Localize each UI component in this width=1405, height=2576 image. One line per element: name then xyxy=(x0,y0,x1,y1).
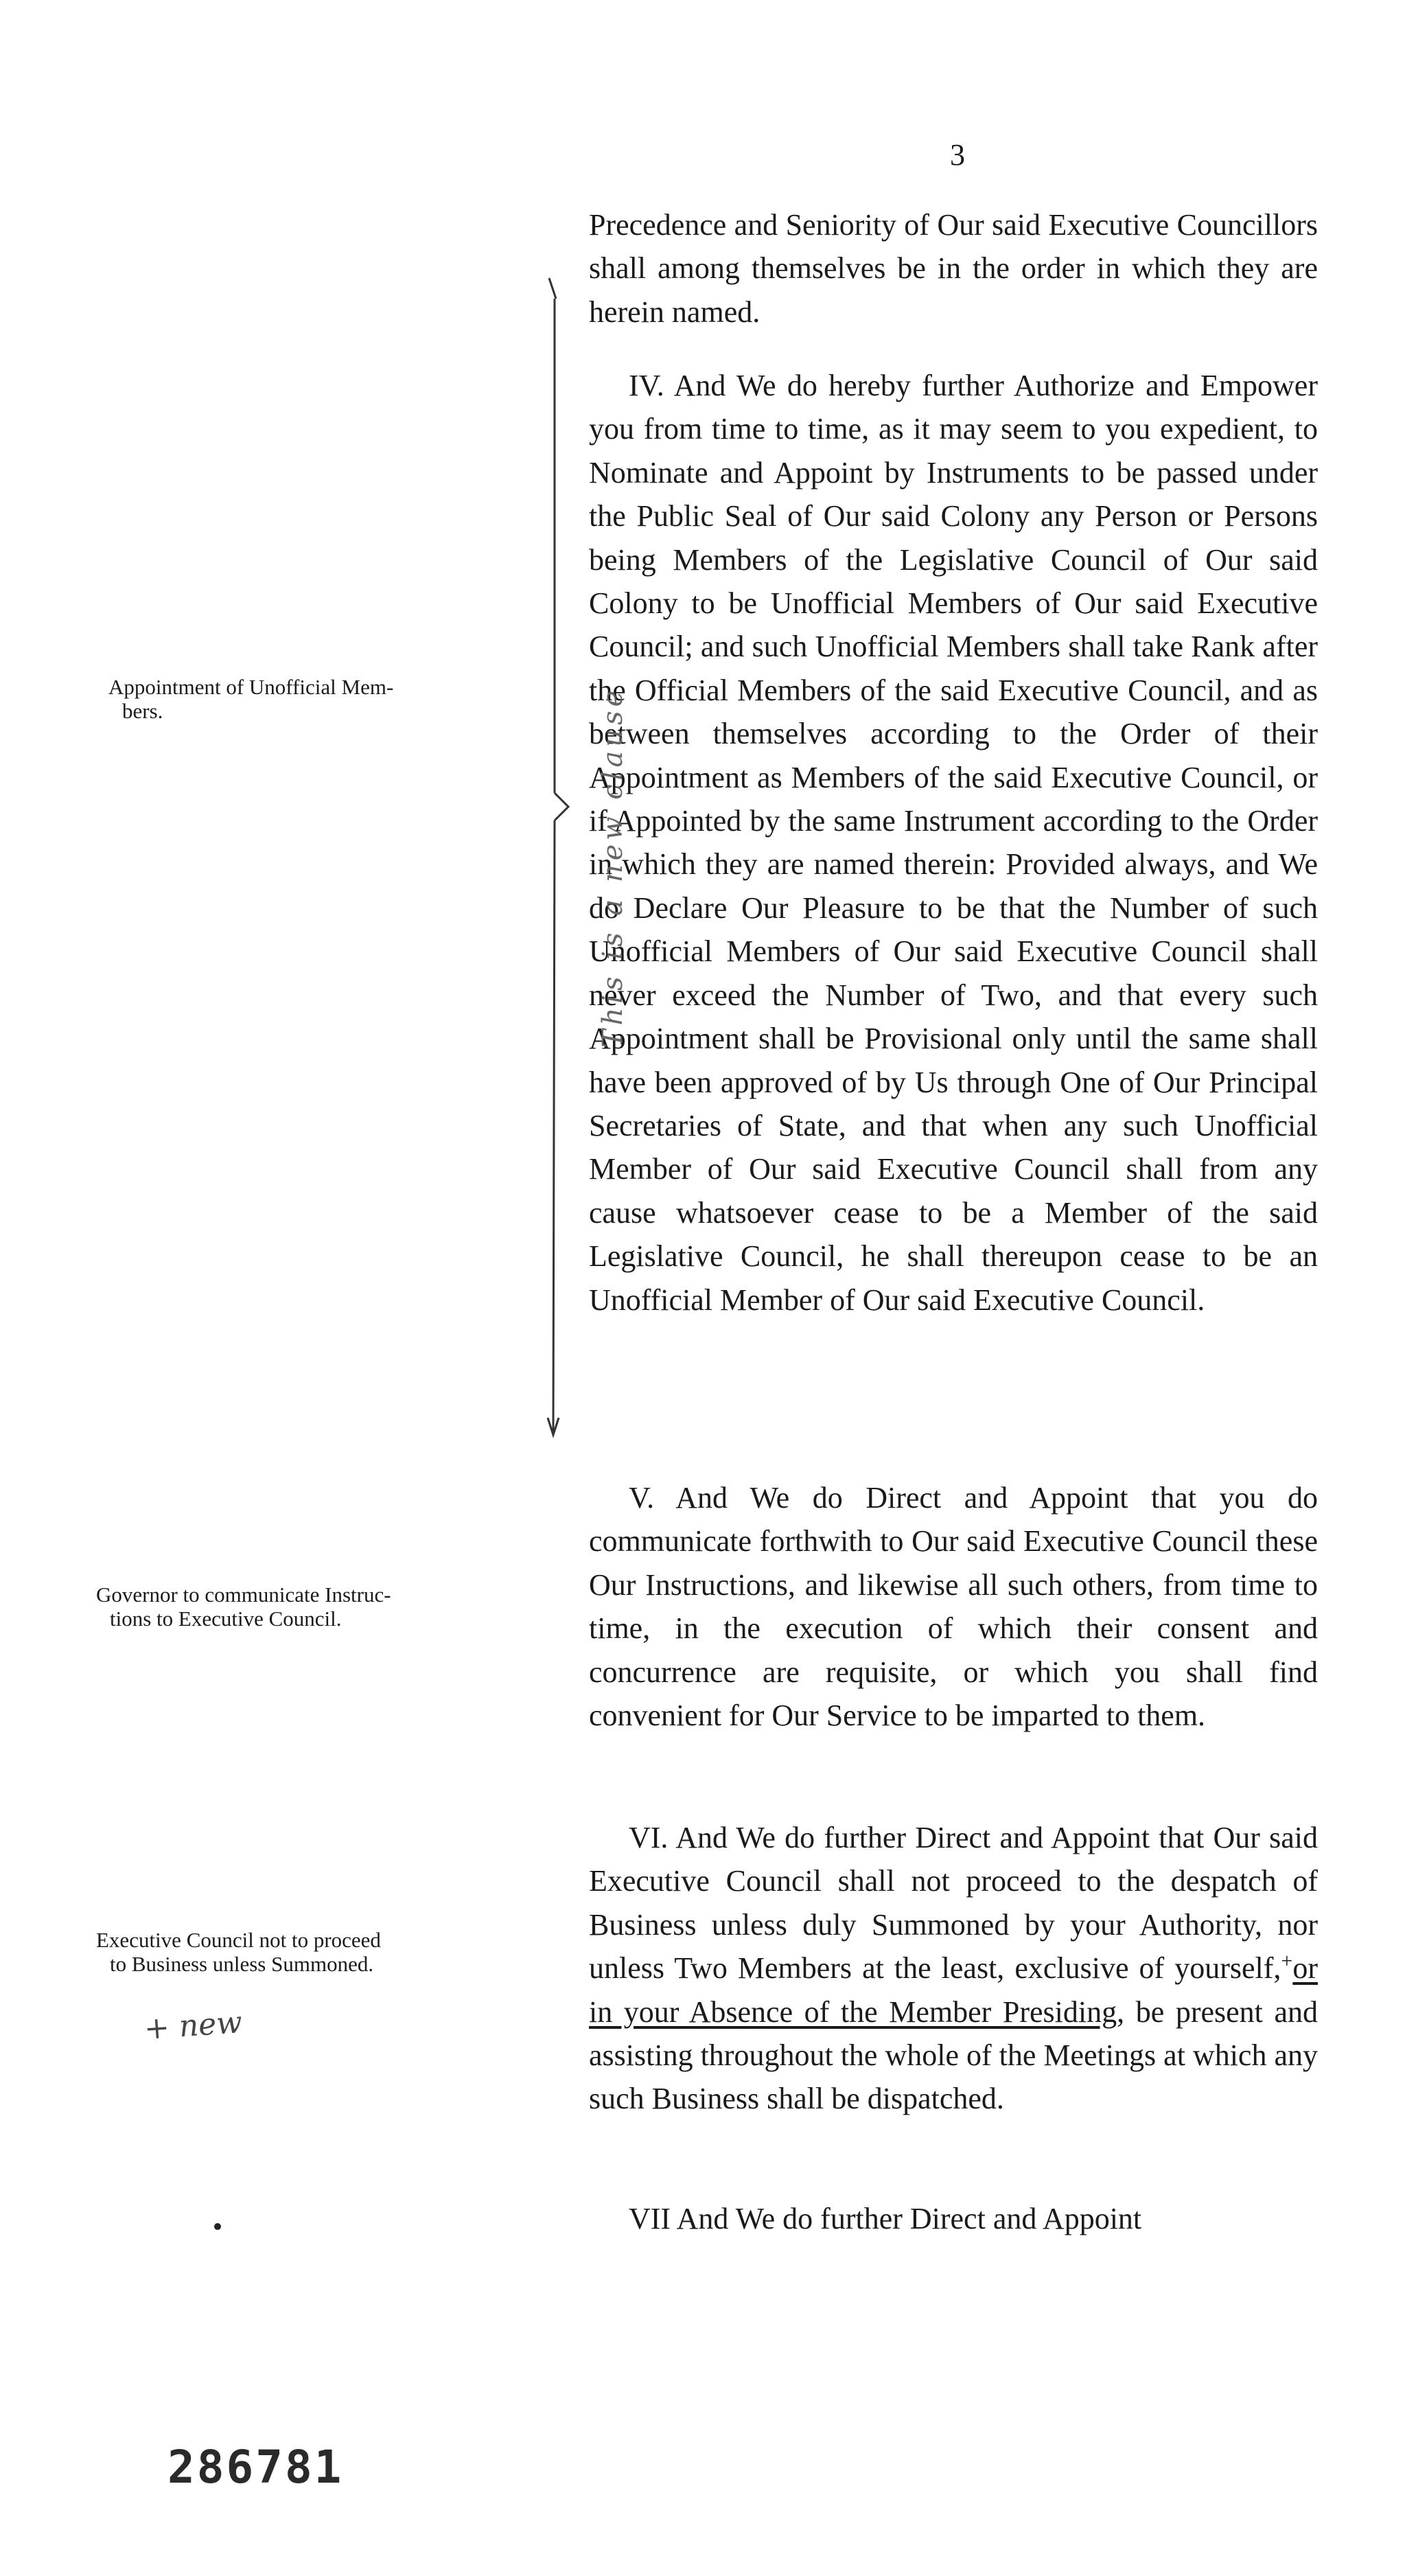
paragraph-vi-before: VI. And We do further Direct and Appoint that Our said Executive Council shall not proceed to the despatch of Business unless duly Summoned by your Authority, nor unless Two Members at the least, exclusive of yourself, xyxy=(589,1821,1318,1986)
margin-bracket-mark xyxy=(535,271,577,1438)
paragraph-vii-text: VII And We do further Direct and Appoint xyxy=(629,2202,1142,2235)
ink-speck xyxy=(214,2223,221,2230)
paragraph-vi-text xyxy=(589,1816,1318,2121)
page-number: 3 xyxy=(950,138,965,172)
paragraph-v xyxy=(589,1476,1318,1737)
margin-note-not-to-proceed xyxy=(96,1928,508,1976)
margin-note-line: to Business unless Summoned. xyxy=(110,1952,374,1976)
margin-note-communicate-instructions xyxy=(96,1583,501,1631)
paragraph-iv-text: IV. And We do hereby further Authorize and Empower you from time to time, as it may seem to you expedient, to Nominate and Appoint by Instruments to be passed under the Public Seal of Our said Colony any Person or Persons being Members of the Legislative Council of Our said Colony to be Unofficial Members of Our said Executive Council; and such Unofficial Members shall take Rank after the Official Members of the said Executive Council, and as between themselves according to the Order of their Appointment as Members of the said Executive Council, or if Appointed by the same Instrument according to the Order in which they are named therein: Provided always, and We do Declare Our Pleasure to be that the Number of such Unofficial Members of Our said Executive Council shall never exceed the Number of Two, and that every such Appointment shall be Provisional only until the same shall have been approved of by Us through One of Our Principal Secretaries of State, and that when any such Unofficial Member of Our said Executive Council shall from any cause whatsoever cease to be a Member of the said Legislative Council, he shall thereupon cease to be an Unofficial Member of Our said Executive Council. xyxy=(589,369,1318,1317)
handwritten-insertion-note: + new xyxy=(143,2005,244,2047)
paragraph-iv xyxy=(589,364,1318,1322)
continuation-text: Precedence and Seniority of Our said Executive Councillors shall among themselves be in the order in which they are herein named. xyxy=(589,208,1318,329)
archive-stamp-number: 286781 xyxy=(167,2441,344,2494)
paragraph-vi xyxy=(589,1816,1318,2121)
paragraph-vi-after: , be present and assisting throughout the whole of the Meetings at which any such Business shall be dispatched. xyxy=(589,1994,1318,2116)
margin-note-line: bers. xyxy=(122,699,163,723)
paragraph-continuation xyxy=(589,203,1318,334)
handwritten-vertical-note: This is a new clause xyxy=(597,686,629,1048)
paragraph-vi-underlined: or in your Absence of the Member Presiding xyxy=(589,1951,1318,2029)
margin-note-line: tions to Executive Council. xyxy=(110,1607,342,1631)
margin-note-unofficial-members xyxy=(108,675,507,723)
margin-note-line: Executive Council not to proceed xyxy=(96,1928,381,1952)
insertion-mark: + xyxy=(1281,1949,1293,1973)
margin-note-line: Appointment of Unofficial Mem- xyxy=(108,675,394,699)
paragraph-v-text: V. And We do Direct and Appoint that you do communicate forthwith to Our said Executive Council these Our Instructions, and likewise all such others, from time to time, in the execution of which their consent and concurrence are requisite, or which you shall find convenient for Our Service to be imparted to them. xyxy=(589,1481,1318,1733)
margin-note-line: Governor to communicate Instruc- xyxy=(96,1583,391,1607)
paragraph-vii xyxy=(589,2197,1318,2240)
